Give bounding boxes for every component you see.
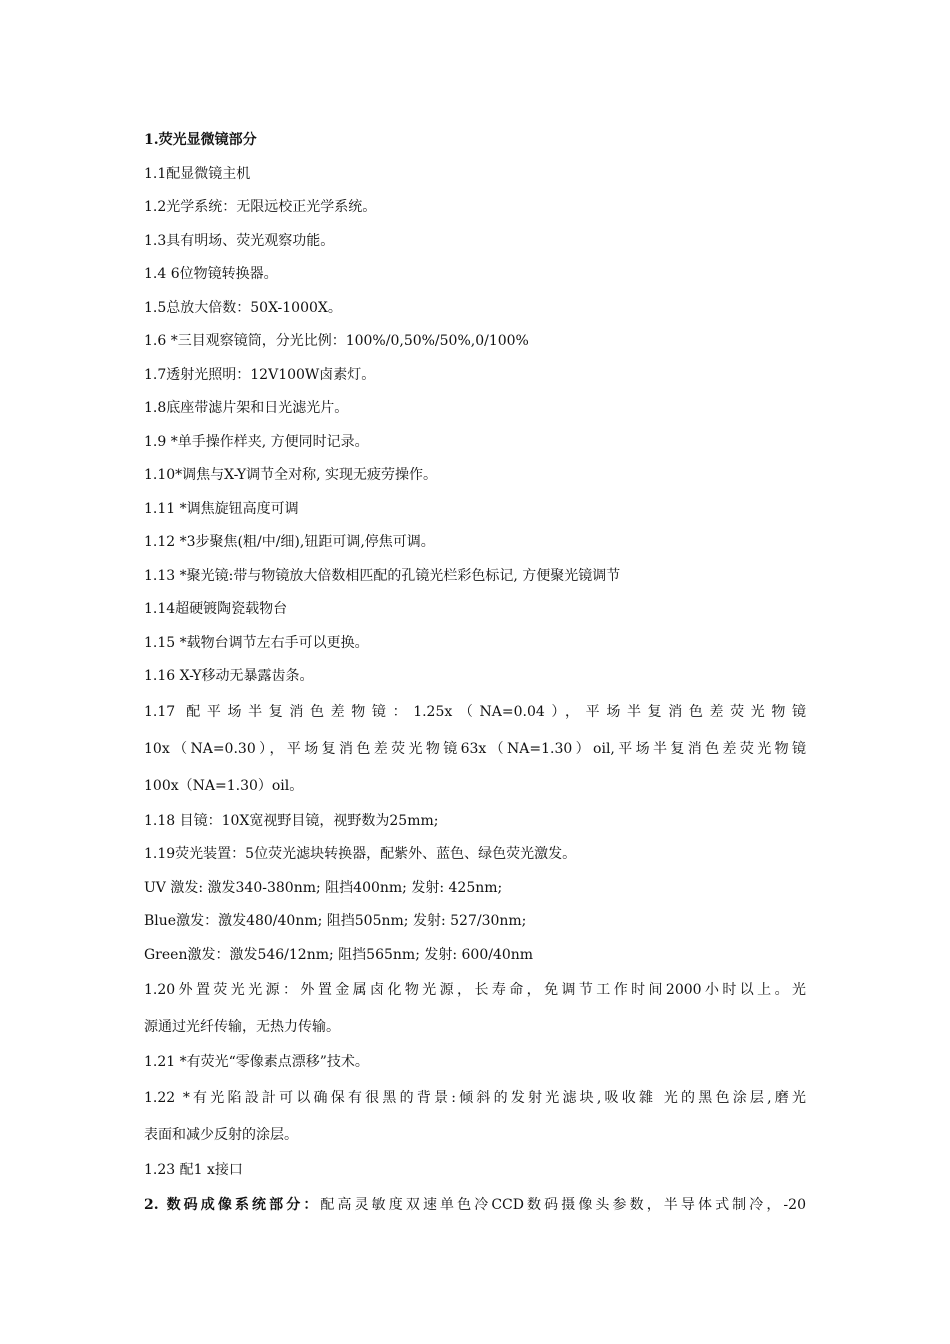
spec-line-1-7: 1.7透射光照明：12V100W卤素灯。 [144,366,376,383]
spec-line-1-22-cont: 表面和减少反射的涂层。 [144,1126,298,1143]
spec-line-1-9: 1.9 *单手操作样夹, 方便同时记录。 [144,433,369,450]
section-2-heading: 2. 数码成像系统部分： [144,1197,321,1213]
spec-line-1-20-cont: 源通过光纤传输，无热力传输。 [144,1019,340,1035]
spec-line-1-17: 1.17 配平场半复消色差物镜：1.25x（NA=0.04），平场半复消色差荧光物镜 [144,703,806,720]
spec-line-1-21: 1.21 *有荧光“零像素点漂移”技术。 [144,1054,369,1070]
document-body [144,124,806,1224]
spec-line-1-17-cont-a: 10x（NA=0.30），平场复消色差荧光物镜63x（NA=1.30）oil,平场半复消色差荧光物镜 [144,740,806,757]
spec-line-1-14: 1.14超硬镀陶瓷载物台 [144,601,288,617]
spec-line-1-16: 1.16 X-Y移动无暴露齿条。 [144,668,314,684]
spec-line-1-8: 1.8底座带滤片架和日光滤光片。 [144,400,349,416]
spec-line-1-23: 1.23 配1 x接口 [144,1161,243,1178]
filter-blue: Blue激发：激发480/40nm; 阻挡505nm; 发射: 527/30nm; [144,913,527,929]
spec-line-1-15: 1.15 *载物台调节左右手可以更换。 [144,634,369,651]
spec-line-1-12: 1.12 *3步聚焦(粗/中/细),钮距可调,停焦可调。 [144,534,435,550]
spec-line-1-13: 1.13 *聚光镜:带与物镜放大倍数相匹配的孔镜光栏彩色标记, 方便聚光镜调节 [144,567,621,584]
spec-line-1-18: 1.18 目镜：10X宽视野目镜，视野数为25mm; [144,812,439,829]
spec-line-1-6: 1.6 *三目观察镜筒，分光比例：100%/0,50%/50%,0/100% [144,333,529,349]
spec-line-1-11: 1.11 *调焦旋钮高度可调 [144,500,299,517]
spec-line-1-17-cont-b: 100x（NA=1.30）oil。 [144,777,304,794]
spec-line-1-3: 1.3具有明场、荧光观察功能。 [144,232,335,249]
section-2-line [144,1187,806,1224]
spec-line-1-1: 1.1配显微镜主机 [144,165,251,182]
spec-line-1-10: 1.10*调焦与X-Y调节全对称, 实现无疲劳操作。 [144,467,437,483]
spec-line-1-19: 1.19荧光装置：5位荧光滤块转换器，配紫外、蓝色、绿色荧光激发。 [144,846,577,862]
spec-line-1-22: 1.22 *有光陷設計可以确保有很黑的背景:倾斜的发射光滤块,吸收雜 光的黑色涂层,磨光 [144,1089,806,1106]
spec-line-1-5: 1.5总放大倍数：50X-1000X。 [144,299,342,316]
filter-green: Green激发：激发546/12nm; 阻挡565nm; 发射: 600/40nm [144,946,534,963]
section-2-text: 配高灵敏度双速单色冷CCD数码摄像头参数，半导体式制冷，-20 [320,1197,806,1213]
spec-line-1-4: 1.4 6位物镜转换器。 [144,266,278,282]
filter-uv: UV 激发: 激发340-380nm; 阻挡400nm; 发射: 425nm; [144,879,503,896]
spec-line-1-2: 1.2光学系统：无限远校正光学系统。 [144,199,377,215]
spec-line-1-20: 1.20外置荧光光源：外置金属卤化物光源，长寿命，免调节工作时间2000小时以上。光 [144,982,806,998]
section-1-heading: 1.荧光显微镜部分 [144,132,257,148]
